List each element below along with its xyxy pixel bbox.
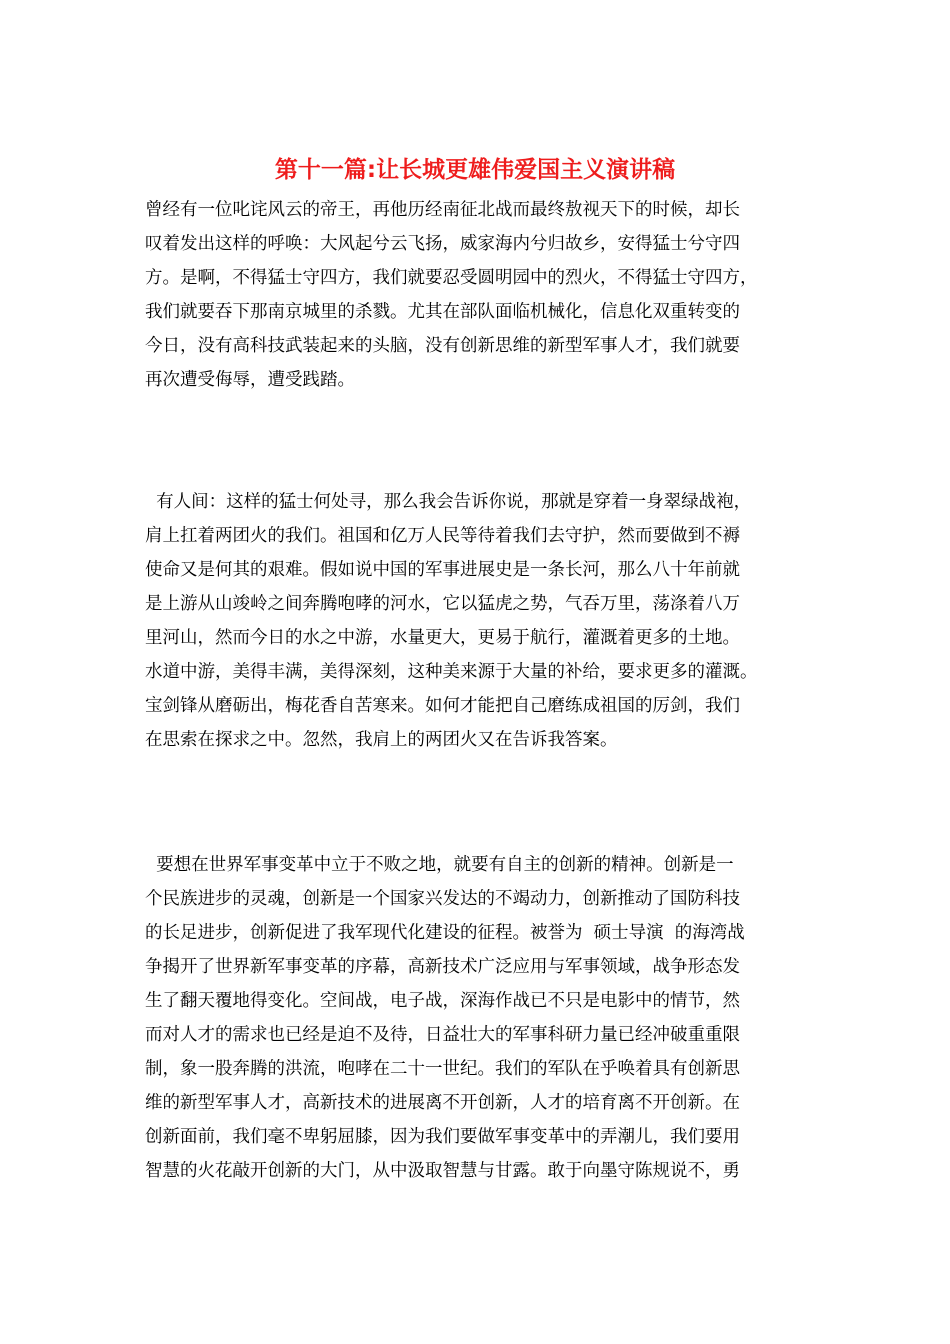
paragraph-line: 使命又是何其的艰难。假如说中国的军事进展史是一条长河，那么八十年前就	[145, 560, 740, 580]
paragraph-line: 是上游从山竣岭之间奔腾咆哮的河水，它以猛虎之势，气吞万里，荡涤着八万	[145, 594, 740, 614]
paragraph-line: 肩上扛着两团火的我们。祖国和亿万人民等待着我们去守护，然而要做到不褥	[145, 526, 740, 546]
paragraph-line: 里河山，然而今日的水之中游，水量更大，更易于航行，灌溉着更多的土地。	[145, 628, 740, 648]
paragraph-line: 维的新型军事人才，高新技术的进展离不开创新，人才的培育离不开创新。在	[145, 1093, 740, 1113]
paragraph-line: 水道中游，美得丰满，美得深刻，这种美来源于大量的补给，要求更多的灌溉。	[145, 662, 758, 682]
paragraph-1	[145, 193, 810, 397]
document-title: 第十一篇:让长城更雄伟爱国主义演讲稿	[274, 157, 676, 183]
paragraph-line: 宝剑锋从磨砺出，梅花香自苦寒来。如何才能把自己磨练成祖国的厉剑，我们	[145, 696, 740, 716]
paragraph-2	[145, 485, 810, 757]
paragraph-line: 生了翻天覆地得变化。空间战，电子战，深海作战已不只是电影中的情节，然	[145, 991, 740, 1011]
paragraph-line: 再次遭受侮辱，遭受践踏。	[145, 370, 355, 390]
paragraph-line: 争揭开了世界新军事变革的序幕，高新技术广泛应用与军事领域，战争形态发	[145, 957, 740, 977]
paragraph-line: 而对人才的需求也已经是迫不及待，日益壮大的军事科研力量已经冲破重重限	[145, 1025, 740, 1045]
paragraph-line: 智慧的火花敲开创新的大门，从中汲取智慧与甘露。敢于向墨守陈规说不，勇	[145, 1161, 740, 1181]
paragraph-line: 个民族进步的灵魂，创新是一个国家兴发达的不竭动力，创新推动了国防科技	[145, 889, 740, 909]
paragraph-line: 在思索在探求之中。忽然，我肩上的两团火又在告诉我答案。	[145, 730, 618, 750]
paragraph-line: 创新面前，我们毫不卑躬屈膝，因为我们要做军事变革中的弄潮儿，我们要用	[145, 1127, 740, 1147]
paragraph-line: 曾经有一位叱诧风云的帝王，再他历经南征北战而最终敖视天下的时候，却长	[145, 200, 740, 220]
paragraph-line: 制，象一股奔腾的洪流，咆哮在二十一世纪。我们的军队在乎唤着具有创新思	[145, 1059, 740, 1079]
paragraph-line: 今日，没有高科技武装起来的头脑，没有创新思维的新型军事人才，我们就要	[145, 336, 740, 356]
paragraph-line: 方。是啊，不得猛士守四方，我们就要忍受圆明园中的烈火，不得猛士守四方，	[145, 268, 758, 288]
paragraph-3	[145, 848, 810, 1188]
paragraph-line: 的长足进步，创新促进了我军现代化建设的征程。被誉为 硕士导演 的海湾战	[145, 923, 745, 943]
paragraph-line: 我们就要吞下那南京城里的杀戮。尤其在部队面临机械化，信息化双重转变的	[145, 302, 740, 322]
paragraph-line: 要想在世界军事变革中立于不败之地，就要有自主的创新的精神。创新是一	[145, 855, 734, 875]
paragraph-line: 叹着发出这样的呼唤：大风起兮云飞扬，威家海内兮归故乡，安得猛士兮守四	[145, 234, 740, 254]
paragraph-line: 有人间：这样的猛士何处寻，那么我会告诉你说，那就是穿着一身翠绿战袍，	[145, 492, 752, 512]
